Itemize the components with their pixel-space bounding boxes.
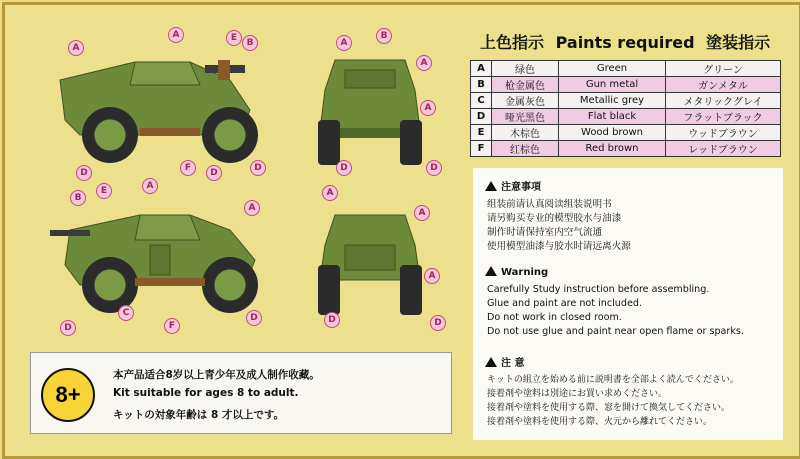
callout-d-icon: D: [60, 320, 76, 336]
callout-d-icon: D: [324, 312, 340, 328]
paint-name-en: Wood brown: [559, 125, 666, 141]
notice-en-line: Carefully Study instruction before assembling.: [487, 284, 710, 295]
vehicle-side-view-top: [40, 40, 290, 170]
paint-row: [471, 109, 781, 125]
notice-jp-heading: [485, 354, 524, 369]
notice-zh-line: 制作时请保持室内空气流通: [487, 227, 603, 238]
paint-name-en: Flat black: [559, 109, 666, 125]
callout-a-icon: A: [416, 55, 432, 71]
age-line-en: Kit suitable for ages 8 to adult.: [113, 387, 299, 399]
vehicle-front-view-top: [310, 40, 430, 170]
paint-name-zh: 绿色: [492, 61, 559, 77]
callout-a-icon: A: [68, 40, 84, 56]
notice-en-line: Glue and paint are not included.: [487, 298, 642, 309]
paint-name-zh: 红棕色: [492, 141, 559, 157]
callout-a-icon: A: [244, 200, 260, 216]
paint-name-en: Gun metal: [559, 77, 666, 93]
age-notice-box: [30, 352, 452, 434]
paint-name-en: Red brown: [559, 141, 666, 157]
callout-a-icon: A: [336, 35, 352, 51]
callout-b-icon: B: [242, 35, 258, 51]
paint-name-jp: ウッドブラウン: [666, 125, 781, 141]
paints-table: [470, 60, 781, 157]
callout-a-icon: A: [420, 100, 436, 116]
paint-name-zh: 枪金属色: [492, 77, 559, 93]
paint-name-jp: グリーン: [666, 61, 781, 77]
paint-row: [471, 141, 781, 157]
paint-letter: C: [471, 93, 492, 109]
callout-a-icon: A: [322, 185, 338, 201]
notice-en-title: Warning: [501, 267, 549, 278]
callout-d-icon: D: [206, 165, 222, 181]
paint-name-jp: メタリックグレイ: [666, 93, 781, 109]
notice-jp-line: 接着剤や塗料を使用する際、火元から離れてください。: [487, 417, 713, 427]
callout-a-icon: A: [168, 27, 184, 43]
paint-row: [471, 125, 781, 141]
paint-letter: B: [471, 77, 492, 93]
warning-icon: [485, 266, 497, 276]
callout-d-icon: D: [76, 165, 92, 181]
paint-letter: F: [471, 141, 492, 157]
callout-b-icon: B: [376, 28, 392, 44]
paint-row: [471, 77, 781, 93]
notice-jp-line: 接着剤や塗料を使用する際、窓を開けて換気してください。: [487, 403, 731, 413]
notice-zh-line: 组装前请认真阅读组装说明书: [487, 199, 612, 210]
age-line-zh: 本产品适合8岁以上青少年及成人制作收藏。: [113, 369, 320, 381]
callout-a-icon: A: [142, 178, 158, 194]
notice-jp-line: キットの組立を始める前に説明書を全部よく読んでください。: [487, 375, 739, 385]
warning-icon: [485, 181, 497, 191]
age-line-jp: キットの対象年齢は 8 才以上です。: [113, 409, 285, 421]
warning-icon: [485, 357, 497, 367]
paints-title-en: Paints required: [555, 33, 695, 52]
paint-name-jp: レッドブラウン: [666, 141, 781, 157]
paint-row: [471, 93, 781, 109]
notice-jp-line: 接着剤や塗料は別途にお買い求めください。: [487, 389, 668, 399]
age-badge: 8+: [41, 368, 95, 422]
notice-en-heading: [485, 265, 548, 278]
paint-name-en: Green: [559, 61, 666, 77]
notice-zh-line: 请另购买专业的模型胶水与油漆: [487, 213, 622, 224]
callout-a-icon: A: [414, 205, 430, 221]
callout-d-icon: D: [246, 310, 262, 326]
callout-c-icon: C: [118, 305, 134, 321]
notice-en-line: Do not work in closed room.: [487, 312, 622, 323]
callout-b-icon: B: [70, 190, 86, 206]
notice-zh-title: 注意事項: [501, 182, 541, 193]
paint-letter: E: [471, 125, 492, 141]
notice-zh-line: 使用模型油漆与胶水时请远离火源: [487, 241, 631, 252]
callout-f-icon: F: [180, 160, 196, 176]
callout-e-icon: E: [96, 183, 112, 199]
paints-title-zh: 上色指示: [480, 33, 545, 52]
paint-letter: D: [471, 109, 492, 125]
callout-d-icon: D: [430, 315, 446, 331]
notice-panel: [473, 168, 783, 440]
paint-name-zh: 金属灰色: [492, 93, 559, 109]
paints-title-jp: 塗装指示: [706, 33, 771, 52]
notice-en-line: Do not use glue and paint near open flame or sparks.: [487, 326, 744, 337]
callout-e-icon: E: [226, 30, 242, 46]
paints-title: [480, 30, 780, 53]
callout-d-icon: D: [250, 160, 266, 176]
callout-d-icon: D: [336, 160, 352, 176]
paint-name-en: Metallic grey: [559, 93, 666, 109]
notice-zh-heading: [485, 178, 541, 193]
paint-name-jp: フラットブラック: [666, 109, 781, 125]
vehicle-rear-view-bottom: [310, 200, 430, 330]
callout-d-icon: D: [426, 160, 442, 176]
paint-name-zh: 木棕色: [492, 125, 559, 141]
paint-row: [471, 61, 781, 77]
callout-f-icon: F: [164, 318, 180, 334]
paint-name-zh: 哑光黑色: [492, 109, 559, 125]
notice-jp-title: 注 意: [501, 358, 525, 369]
paint-name-jp: ガンメタル: [666, 77, 781, 93]
callout-a-icon: A: [424, 268, 440, 284]
paint-letter: A: [471, 61, 492, 77]
